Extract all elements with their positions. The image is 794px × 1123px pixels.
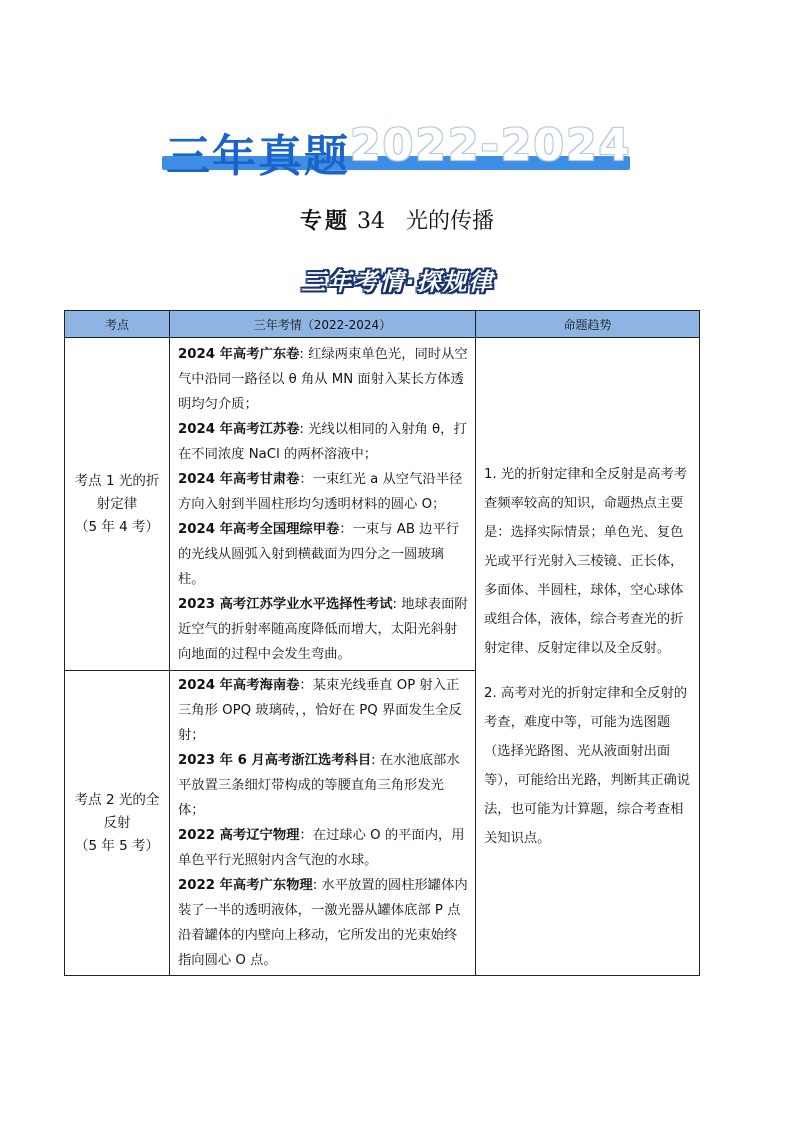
item-text: : 水平放置的圆柱形罐体内装了一半的透明液体，一激光器从罐体底部 P 点沿着罐体的内壁向上移动，它所发出的光束始终指向圆心 O 点。: [178, 878, 468, 968]
table-row: [65, 338, 700, 671]
kaoqing-item: [178, 417, 469, 467]
item-source: 2024 年高考甘肃卷: [178, 471, 300, 487]
item-source: 2024 年高考江苏卷: [178, 421, 300, 437]
banner-years: 2022-2024: [350, 120, 632, 171]
trend-paragraph: 1. 光的折射定律和全反射是高考考查频率较高的知识，命题热点主要是：选择实际情景；单色光、复色光或平行光射入三棱镜、正长体，多面体、半圆柱，球体，空心球体或组合体，液体，综合考查光的折射定律、反射定律以及全反射。: [484, 467, 688, 656]
kaoqing-item: [178, 673, 469, 748]
exam-table: [64, 310, 700, 976]
header-trend: 命题趋势: [476, 311, 700, 338]
item-text: ：一束红光 a 从空气沿半径方向入射到半圆柱形均匀透明材料的圆心 O；: [178, 471, 463, 512]
table-header-row: [65, 311, 700, 338]
kaoqing-cell: [170, 338, 476, 671]
item-source: 2024 年高考海南卷: [178, 678, 300, 693]
kaodian-count: （5 年 4 考）: [74, 518, 160, 535]
sub-banner-text: 三年考情·探规律: [301, 268, 495, 296]
kaodian-cell: [65, 338, 170, 671]
trend-paragraph: 2. 高考对光的折射定律和全反射的考查，难度中等，可能为选图题（选择光路图、光从液面射出面等），可能给出光路，判断其正确说法，也可能为计算题，综合考查相关知识点。: [484, 686, 691, 846]
trend-cell: [476, 338, 700, 976]
kaodian-name: 考点 1 光的折射定律: [74, 472, 160, 512]
title-label: 专题: [299, 208, 350, 234]
kaoqing-item: [178, 342, 469, 417]
kaoqing-item: [178, 748, 469, 823]
item-text: : 在水池底部水平放置三条细灯带构成的等腰直角三角形发光体；: [178, 753, 460, 818]
item-text: ：某束光线垂直 OP 射入正三角形 OPQ 玻璃砖，，恰好在 PQ 界面发生全反射；: [178, 678, 462, 743]
item-text: ：在过球心 O 的平面内，用单色平行光照射内含气泡的水球。: [178, 828, 465, 868]
item-source: 2022 高考辽宁物理: [178, 828, 300, 843]
item-source: 2023 年 6 月高考浙江选考科目: [178, 753, 372, 768]
kaoqing-item: [178, 517, 469, 592]
kaoqing-item: [178, 873, 469, 973]
item-text: : 红绿两束单色光，同时从空气中沿同一路径以 θ 角从 MN 面射入某长方体透明均匀介质；: [178, 346, 468, 412]
item-source: 2024 年高考广东卷: [178, 346, 300, 362]
title-topic: 光的传播: [405, 209, 494, 234]
kaodian-cell: [65, 671, 170, 976]
item-text: ：一束与 AB 边平行的光线从圆弧入射到横截面为四分之一圆玻璃柱。: [178, 521, 460, 587]
header-kaoqing: 三年考情（2022-2024）: [170, 311, 476, 338]
item-text: : 地球表面附近空气的折射率随高度降低而增大，太阳光斜射向地面的过程中会发生弯曲。: [178, 596, 468, 662]
title-number: 34: [357, 209, 385, 234]
item-source: 2024 年高考全国理综甲卷: [178, 521, 340, 537]
kaoqing-item: [178, 592, 469, 667]
item-source: 2023 高考江苏学业水平选择性考试: [178, 596, 393, 612]
page-title: [0, 204, 794, 235]
header-kaodian: 考点: [65, 311, 170, 338]
sub-banner: [278, 262, 518, 298]
kaoqing-cell: [170, 671, 476, 976]
kaoqing-item: [178, 467, 469, 517]
kaoqing-item: [178, 823, 469, 873]
banner-main-text: 三年真题: [166, 131, 350, 182]
item-text: : 光线以相同的入射角 θ，打在不同浓度 NaCl 的两杯溶液中；: [178, 421, 467, 462]
title-banner: [158, 116, 634, 182]
kaodian-count: （5 年 5 考）: [74, 837, 160, 854]
kaodian-name: 考点 2 光的全反射: [74, 791, 160, 831]
item-source: 2022 年高考广东物理: [178, 878, 313, 893]
